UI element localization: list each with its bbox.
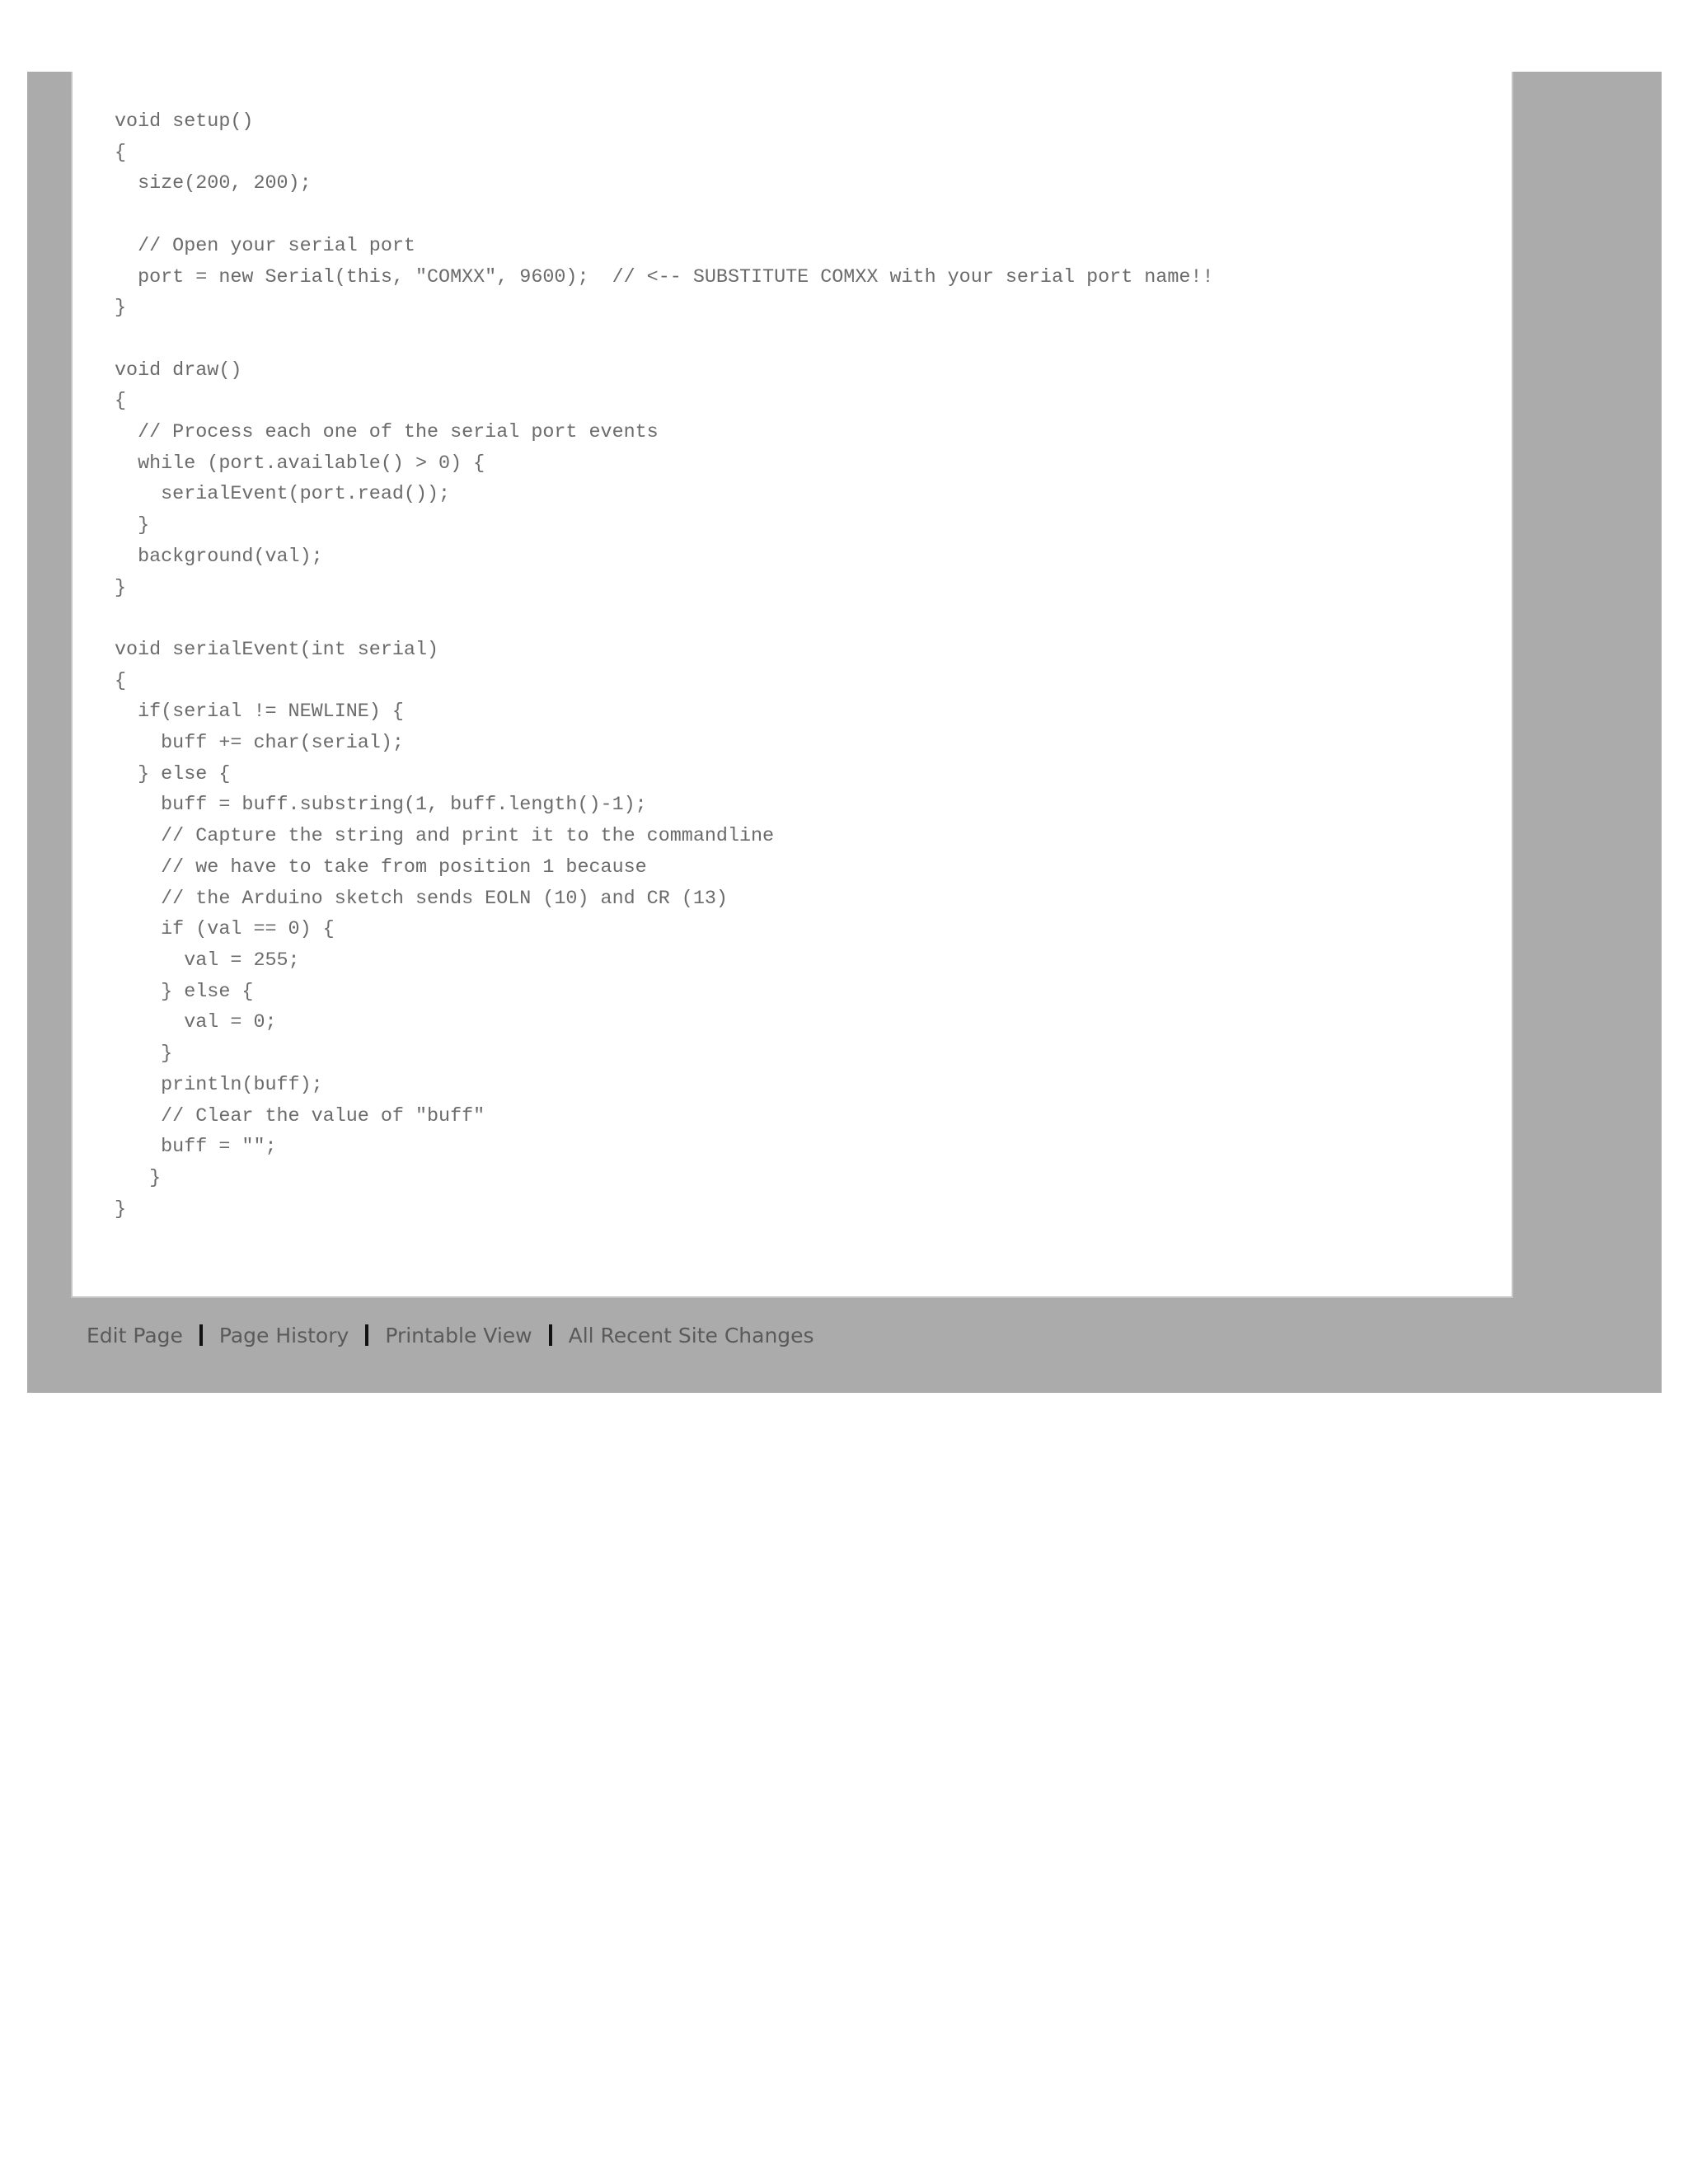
page-frame — [27, 72, 1662, 1393]
footer-separator — [365, 1324, 368, 1346]
printable-view-link[interactable]: Printable View — [385, 1323, 532, 1347]
all-recent-site-changes-link[interactable]: All Recent Site Changes — [568, 1323, 814, 1347]
edit-page-link[interactable]: Edit Page — [87, 1323, 183, 1347]
page-history-link[interactable]: Page History — [218, 1323, 349, 1347]
footer-separator — [549, 1324, 552, 1346]
footer-nav — [87, 1319, 814, 1352]
content-panel — [71, 72, 1513, 1298]
code-block: void setup() { size(200, 200); // Open your serial port port = new Serial(this, "COMXX", 9600); // <-- SUBSTITUTE COMXX with your serial port name!! } void draw() { // Process each one of the serial port events while (port.available() > 0) { serialEvent(port.read()); } background(val); } void serialEvent(int serial) { if(serial != NEWLINE) { buff += char(serial); } else { buff = buff.substring(1, buff.length()-1); // Capture the string and print it to the commandline // we have to take from position 1 because // the Arduino sketch sends EOLN (10) and CR (13) if (val == 0) { val = 255; } else { val = 0; } println(buff); // Clear the value of "buff" buff = ""; } } — [115, 111, 1214, 1221]
footer-separator — [199, 1324, 203, 1346]
